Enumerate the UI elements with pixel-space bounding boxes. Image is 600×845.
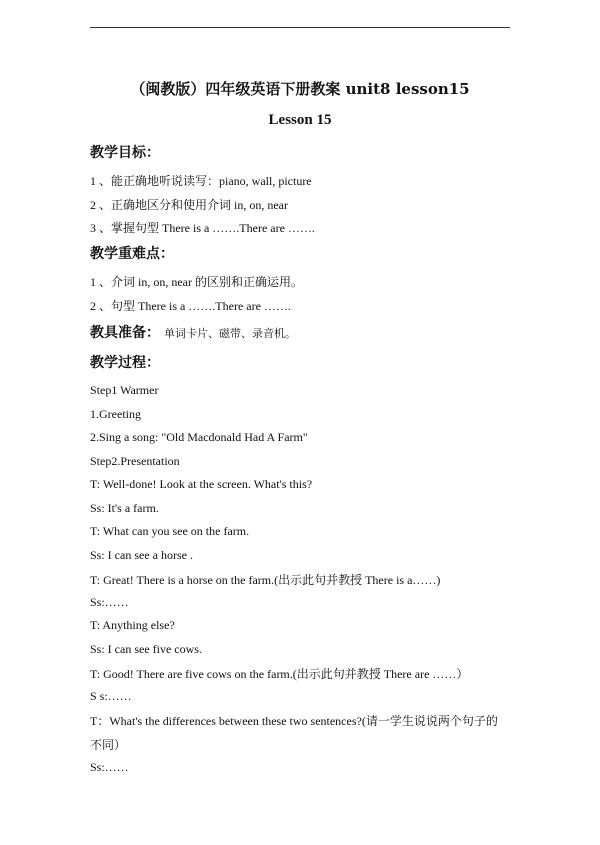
process-heading: 教学过程： (90, 355, 160, 371)
objectives-heading: 教学目标： (90, 145, 160, 161)
process-line: T: What can you see on the farm. (90, 524, 250, 538)
process-line: T：What's the differences between these two sentences?(请一学生说说两个句子的 (90, 714, 498, 728)
process-line: Ss:…… (90, 760, 129, 774)
process-line: T: Well-done! Look at the screen. What's this? (90, 477, 313, 491)
process-line: 2.Sing a song: "Old Macdonald Had A Farm" (90, 430, 308, 444)
objective-item: 3 、掌握句型 There is a …….There are ……. (90, 221, 315, 235)
document-title: （闽教版）四年级英语下册教案 unit8 lesson15 (130, 80, 470, 98)
process-line: T: Great! There is a horse on the farm.(出示此句并教授 There is a……) (90, 573, 441, 587)
process-line: Step1 Warmer (90, 383, 159, 397)
lesson-title: Lesson 15 (268, 112, 332, 128)
key-point-item: 2 、句型 There is a …….There are ……. (90, 299, 291, 313)
process-line: Ss:…… (90, 595, 129, 609)
objective-item: 2 、正确地区分和使用介词 in, on, near (90, 198, 288, 212)
header-rule (90, 27, 510, 28)
materials-text: 单词卡片、磁带、录音机。 (164, 327, 296, 340)
process-line: T: Anything else? (90, 618, 175, 632)
process-line: Ss: I can see a horse . (90, 548, 193, 562)
process-line: 1.Greeting (90, 407, 141, 421)
process-line: T: Good! There are five cows on the farm.(出示此句并教授 There are ……） (90, 667, 469, 681)
process-line: Step2.Presentation (90, 454, 180, 468)
materials-heading: 教具准备： (90, 325, 160, 341)
materials-row (90, 322, 296, 342)
objective-item: 1 、能正确地听说读写：piano, wall, picture (90, 174, 312, 188)
process-line: 不同） (90, 738, 127, 752)
process-line: S s:…… (90, 689, 132, 703)
key-point-item: 1 、介词 in, on, near 的区别和正确运用。 (90, 275, 303, 289)
process-line: Ss: I can see five cows. (90, 642, 202, 656)
process-line: Ss: It's a farm. (90, 501, 159, 515)
key-points-heading: 教学重难点： (90, 246, 174, 262)
